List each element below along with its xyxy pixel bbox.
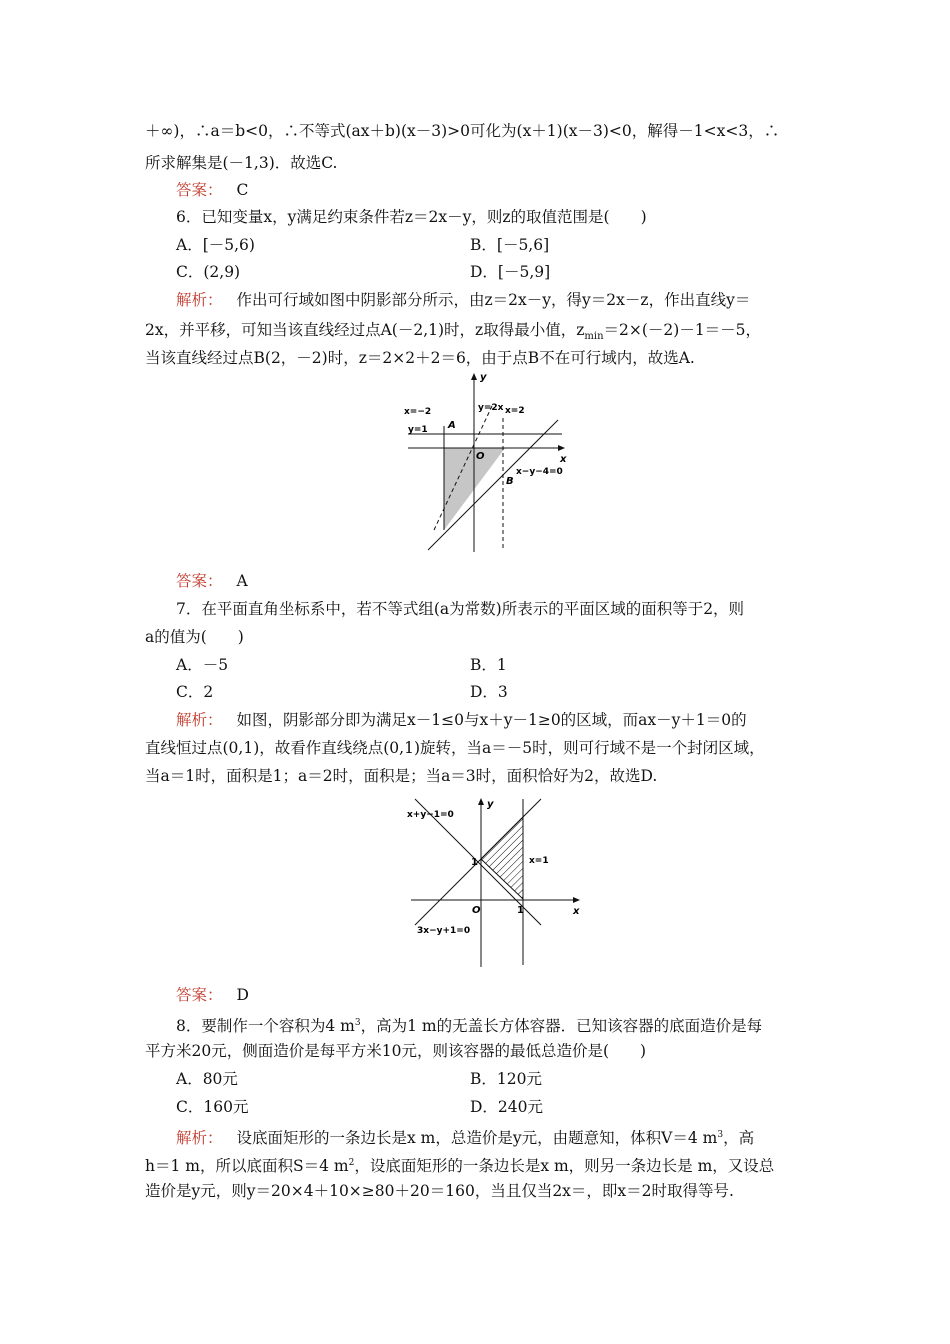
option-c: C．160元 [176,1098,249,1116]
solution-text: h＝1 m，所以底面积S＝4 m [145,1157,349,1176]
question-text: 8．要制作一个容积为4 m [176,1017,355,1036]
solution-6-line-3: 当该直线经过点B(2，－2)时，z＝2×2＋2＝6，由于点B不在可行域内，故选A. [145,349,695,367]
tick-label-y-1: 1 [471,857,478,868]
solution-text: 设底面矩形的一条边长是x m，总造价是y元，由题意知，体积V＝4 m [236,1129,718,1148]
option-c: C．(2,9) [176,263,241,281]
label-x-2: x=2 [505,406,525,416]
label-x-1: x=1 [529,856,549,866]
solution-text: ＝2×(－2)－1＝－5， [603,321,762,339]
superscript: 2 [348,1158,355,1168]
figure-2-triangle-region [405,795,590,970]
solution-label: 解析： [176,711,223,729]
question-8-line-1 [176,1013,762,1036]
solution-6-line-2 [145,320,761,347]
label-y-1: y=1 [408,425,428,435]
option-d: D．240元 [470,1098,544,1116]
solution-7-line-1 [176,710,747,730]
text-line: ＋∞)，∴a＝b<0，∴不等式(ax＋b)(x－3)>0可化为(x＋1)(x－3)<0，解得－1<x<3，∴ [145,122,780,140]
label-3x-minus-y-plus-1: 3x−y+1=0 [417,926,471,936]
question-7-line-2: a的值为( ) [145,628,244,646]
solution-6-line-1 [176,290,750,310]
superscript: 3 [717,1130,724,1140]
solution-text: 2x，并平移，可知当该直线经过点A(－2,1)时，z取得最小值，z [145,321,585,339]
solution-label: 解析： [176,291,223,309]
point-a-label: A [448,420,456,431]
option-d: D．3 [470,683,508,701]
option-a: A．80元 [176,1070,238,1088]
x-axis-label: x [573,906,580,917]
label-y-2x: y=2x [478,403,504,413]
answer-label: 答案： [176,986,223,1004]
solution-label: 解析： [176,1129,223,1148]
superscript: 3 [354,1018,361,1028]
option-b: B．1 [470,656,507,674]
y-axis-arrow [471,373,477,380]
answer-value: C [236,181,249,199]
answer-label: 答案： [176,572,223,590]
text-line: 所求解集是(－1,3)．故选C. [145,154,338,172]
option-a: A．－5 [176,656,229,674]
answer-label: 答案： [176,181,223,199]
label-x-plus-y-minus-1: x+y−1=0 [407,810,454,820]
option-d: D．[－5,9] [470,263,551,281]
x-axis-arrow [573,897,580,903]
label-x-minus-2: x=−2 [404,407,432,417]
option-a: A．[－5,6) [176,236,255,254]
figure-1-feasible-region [400,370,570,560]
answer-value: A [236,572,248,590]
solution-7-line-2: 直线恒过点(0,1)，故看作直线绕点(0,1)旋转，当a＝－5时，则可行域不是一个封闭区域， [145,739,765,757]
solution-8-line-1 [176,1125,754,1148]
question-6: 6．已知变量x，y满足约束条件若z＝2x－y，则z的取值范围是( ) [176,208,647,226]
solution-text: 作出可行域如图中阴影部分所示，由z＝2x－y，得y＝2x－z，作出直线y＝ [236,291,751,309]
question-7-line-1: 7．在平面直角坐标系中，若不等式组(a为常数)所表示的平面区域的面积等于2，则 [176,600,745,618]
answer-7 [176,985,249,1005]
origin-label: O [476,451,485,462]
y-axis-arrow [478,798,484,805]
x-axis-arrow [558,445,565,451]
tick-label-x-1: 1 [517,905,524,916]
x-axis-label: x [560,454,567,465]
subscript: min [584,331,604,343]
answer-value: D [236,986,249,1004]
question-8-line-2: 平方米20元，侧面造价是每平方米10元，则该容器的最低总造价是( ) [145,1042,647,1060]
option-b: B．[－5,6] [470,236,550,254]
solution-text: 如图，阴影部分即为满足x－1≤0与x＋y－1≥0的区域，而ax－y＋1＝0的 [236,711,747,729]
option-b: B．120元 [470,1070,542,1088]
solution-text: ，高 [723,1129,755,1148]
answer-5 [176,180,248,200]
option-c: C．2 [176,683,214,701]
solution-7-line-3: 当a＝1时，面积是1；a＝2时，面积是；当a＝3时，面积恰好为2，故选D. [145,767,658,785]
answer-6 [176,571,248,591]
solution-8-line-3: 造价是y元，则y＝20×4＋10×≥80＋20＝160，当且仅当2x＝，即x＝2时取得等号. [145,1182,734,1200]
question-text: ，高为1 m的无盖长方体容器．已知该容器的底面造价是每 [360,1017,763,1036]
solution-text: ，设底面矩形的一条边长是x m，则另一条边长是 m，又设总 [354,1157,775,1176]
y-axis-label: y [480,372,487,383]
label-x-y-4: x−y−4=0 [516,467,563,477]
point-b-label: B [506,476,514,487]
solution-8-line-2 [145,1153,774,1176]
y-axis-label: y [487,799,494,810]
origin-label: O [472,905,481,916]
